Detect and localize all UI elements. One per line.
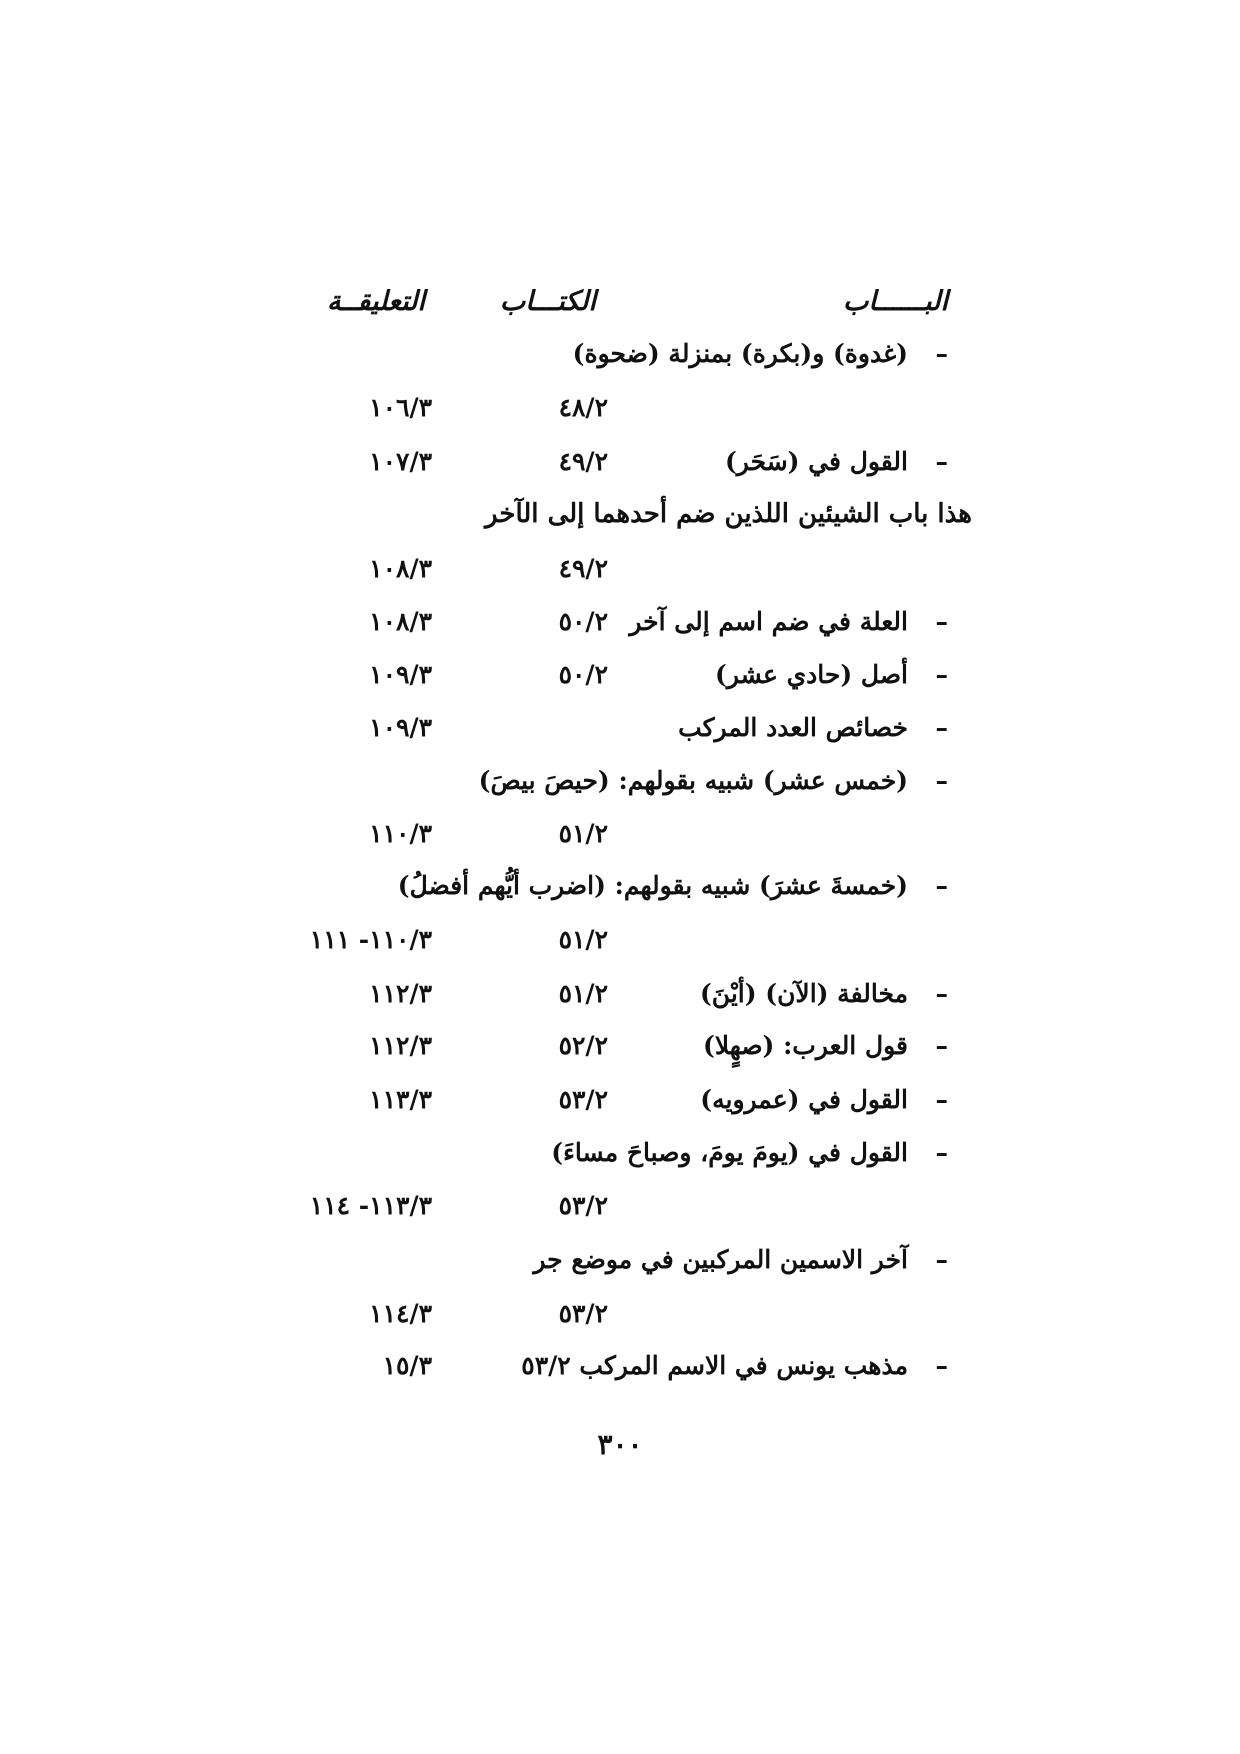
index-row [0, 704, 1240, 752]
row-kitab: ٥٠/٢ [558, 660, 608, 689]
row-kitab: ٥١/٢ [558, 925, 608, 954]
row-dash: – [935, 447, 948, 476]
index-row [0, 916, 1240, 964]
index-row [0, 598, 1240, 646]
row-bab [703, 1022, 948, 1070]
row-bab [573, 330, 948, 378]
index-row [0, 1022, 1240, 1070]
index-row [0, 651, 1240, 699]
page-number: ٣٠٠ [597, 1428, 643, 1461]
row-dash: – [935, 766, 948, 795]
row-dash: – [935, 713, 948, 742]
index-row [0, 438, 1240, 486]
row-dash: – [935, 979, 948, 1008]
row-kitab: ٥٣/٢ [558, 1085, 608, 1114]
row-bab [398, 862, 948, 910]
index-row [0, 1342, 1240, 1390]
index-row [0, 1129, 1240, 1177]
index-row [0, 1236, 1240, 1284]
row-bab-text: أصل (حادي عشر) [715, 660, 908, 689]
row-taliqa: ١٠٨/٣ [369, 607, 432, 636]
row-bab-text: (خمس عشر) شبيه بقولهم: (حيصَ بيصَ) [478, 766, 908, 795]
index-row [0, 330, 1240, 378]
index-row [0, 545, 1240, 593]
row-bab [678, 704, 948, 752]
header-kitab: الكتـــاب [499, 286, 596, 317]
row-bab [715, 651, 948, 699]
row-dash: – [935, 871, 948, 900]
header-taliqa: التعليقــة [327, 286, 425, 317]
index-row [0, 862, 1240, 910]
row-bab [521, 1342, 948, 1390]
row-taliqa: ١٥/٣ [382, 1351, 432, 1380]
row-bab [533, 1236, 948, 1284]
index-row [0, 757, 1240, 805]
index-row [0, 1290, 1240, 1338]
row-taliqa: ١١٤/٣ [369, 1299, 432, 1328]
row-bab [551, 1129, 948, 1177]
table-header [0, 278, 1240, 326]
row-kitab: ٤٨/٢ [558, 393, 608, 422]
row-bab-text: القول في (يومَ يومَ، وصباحَ مساءَ) [551, 1138, 908, 1167]
row-kitab: ٥٣/٢ [558, 1191, 608, 1220]
row-taliqa: ١٠٩/٣ [369, 660, 432, 689]
row-taliqa: ١٠٩/٣ [369, 713, 432, 742]
row-bab-text: القول في (عمرويه) [700, 1085, 908, 1114]
row-bab-text: آخر الاسمين المركبين في موضع جر [533, 1245, 908, 1274]
row-kitab: ٤٩/٢ [558, 554, 608, 583]
row-dash: – [935, 1031, 948, 1060]
row-taliqa: ١١٠/٣- ١١١ [309, 925, 432, 954]
row-bab-text: خصائص العدد المركب [678, 713, 908, 742]
row-bab [700, 970, 948, 1018]
row-taliqa: ١١٠/٣ [369, 819, 432, 848]
row-bab-text: القول في (سَحَر) [724, 447, 908, 476]
row-dash: – [935, 339, 948, 368]
row-dash: – [935, 1351, 948, 1380]
row-bab-text: (غدوة) و(بكرة) بمنزلة (ضحوة) [572, 339, 908, 368]
row-bab [479, 757, 948, 805]
row-kitab: ٥٣/٢ [558, 1299, 608, 1328]
row-kitab: ٤٩/٢ [558, 447, 608, 476]
index-row [0, 970, 1240, 1018]
row-dash: – [935, 660, 948, 689]
row-dash: – [935, 607, 948, 636]
row-taliqa: ١٠٨/٣ [369, 554, 432, 583]
row-dash: – [935, 1245, 948, 1274]
row-taliqa: ١٠٧/٣ [369, 447, 432, 476]
row-bab [700, 1076, 948, 1124]
row-bab-text: (خمسةَ عشرَ) شبيه بقولهم: (اضرب أيُّهم أفضلُ) [397, 871, 908, 900]
header-bab: البــــــاب [843, 286, 948, 317]
index-row [0, 1182, 1240, 1230]
row-kitab: ٥١/٢ [558, 979, 608, 1008]
row-bab [725, 438, 948, 486]
row-kitab: ٥٢/٢ [558, 1031, 608, 1060]
row-bab-text: مذهب يونس في الاسم المركب ٥٣/٢ [521, 1351, 908, 1380]
section-heading-row [0, 490, 1240, 538]
row-bab-text: العلة في ضم اسم إلى آخر [629, 607, 908, 636]
row-taliqa: ١١٢/٣ [369, 1031, 432, 1060]
row-bab-text: قول العرب: (صهٍلا) [703, 1031, 908, 1060]
row-bab-text: مخالفة (الآن) (أيْنَ) [699, 979, 908, 1008]
row-taliqa: ١١٢/٣ [369, 979, 432, 1008]
index-row [0, 384, 1240, 432]
row-kitab: ٥١/٢ [558, 819, 608, 848]
section-heading: هذا باب الشيئين اللذين ضم أحدهما إلى الآخر [485, 499, 972, 529]
row-bab [629, 598, 948, 646]
row-taliqa: ١٠٦/٣ [369, 393, 432, 422]
row-kitab: ٥٠/٢ [558, 607, 608, 636]
index-row [0, 1076, 1240, 1124]
row-dash: – [935, 1085, 948, 1114]
row-dash: – [935, 1138, 948, 1167]
row-taliqa: ١١٣/٣ [369, 1085, 432, 1114]
row-taliqa: ١١٣/٣- ١١٤ [309, 1191, 432, 1220]
index-row [0, 810, 1240, 858]
